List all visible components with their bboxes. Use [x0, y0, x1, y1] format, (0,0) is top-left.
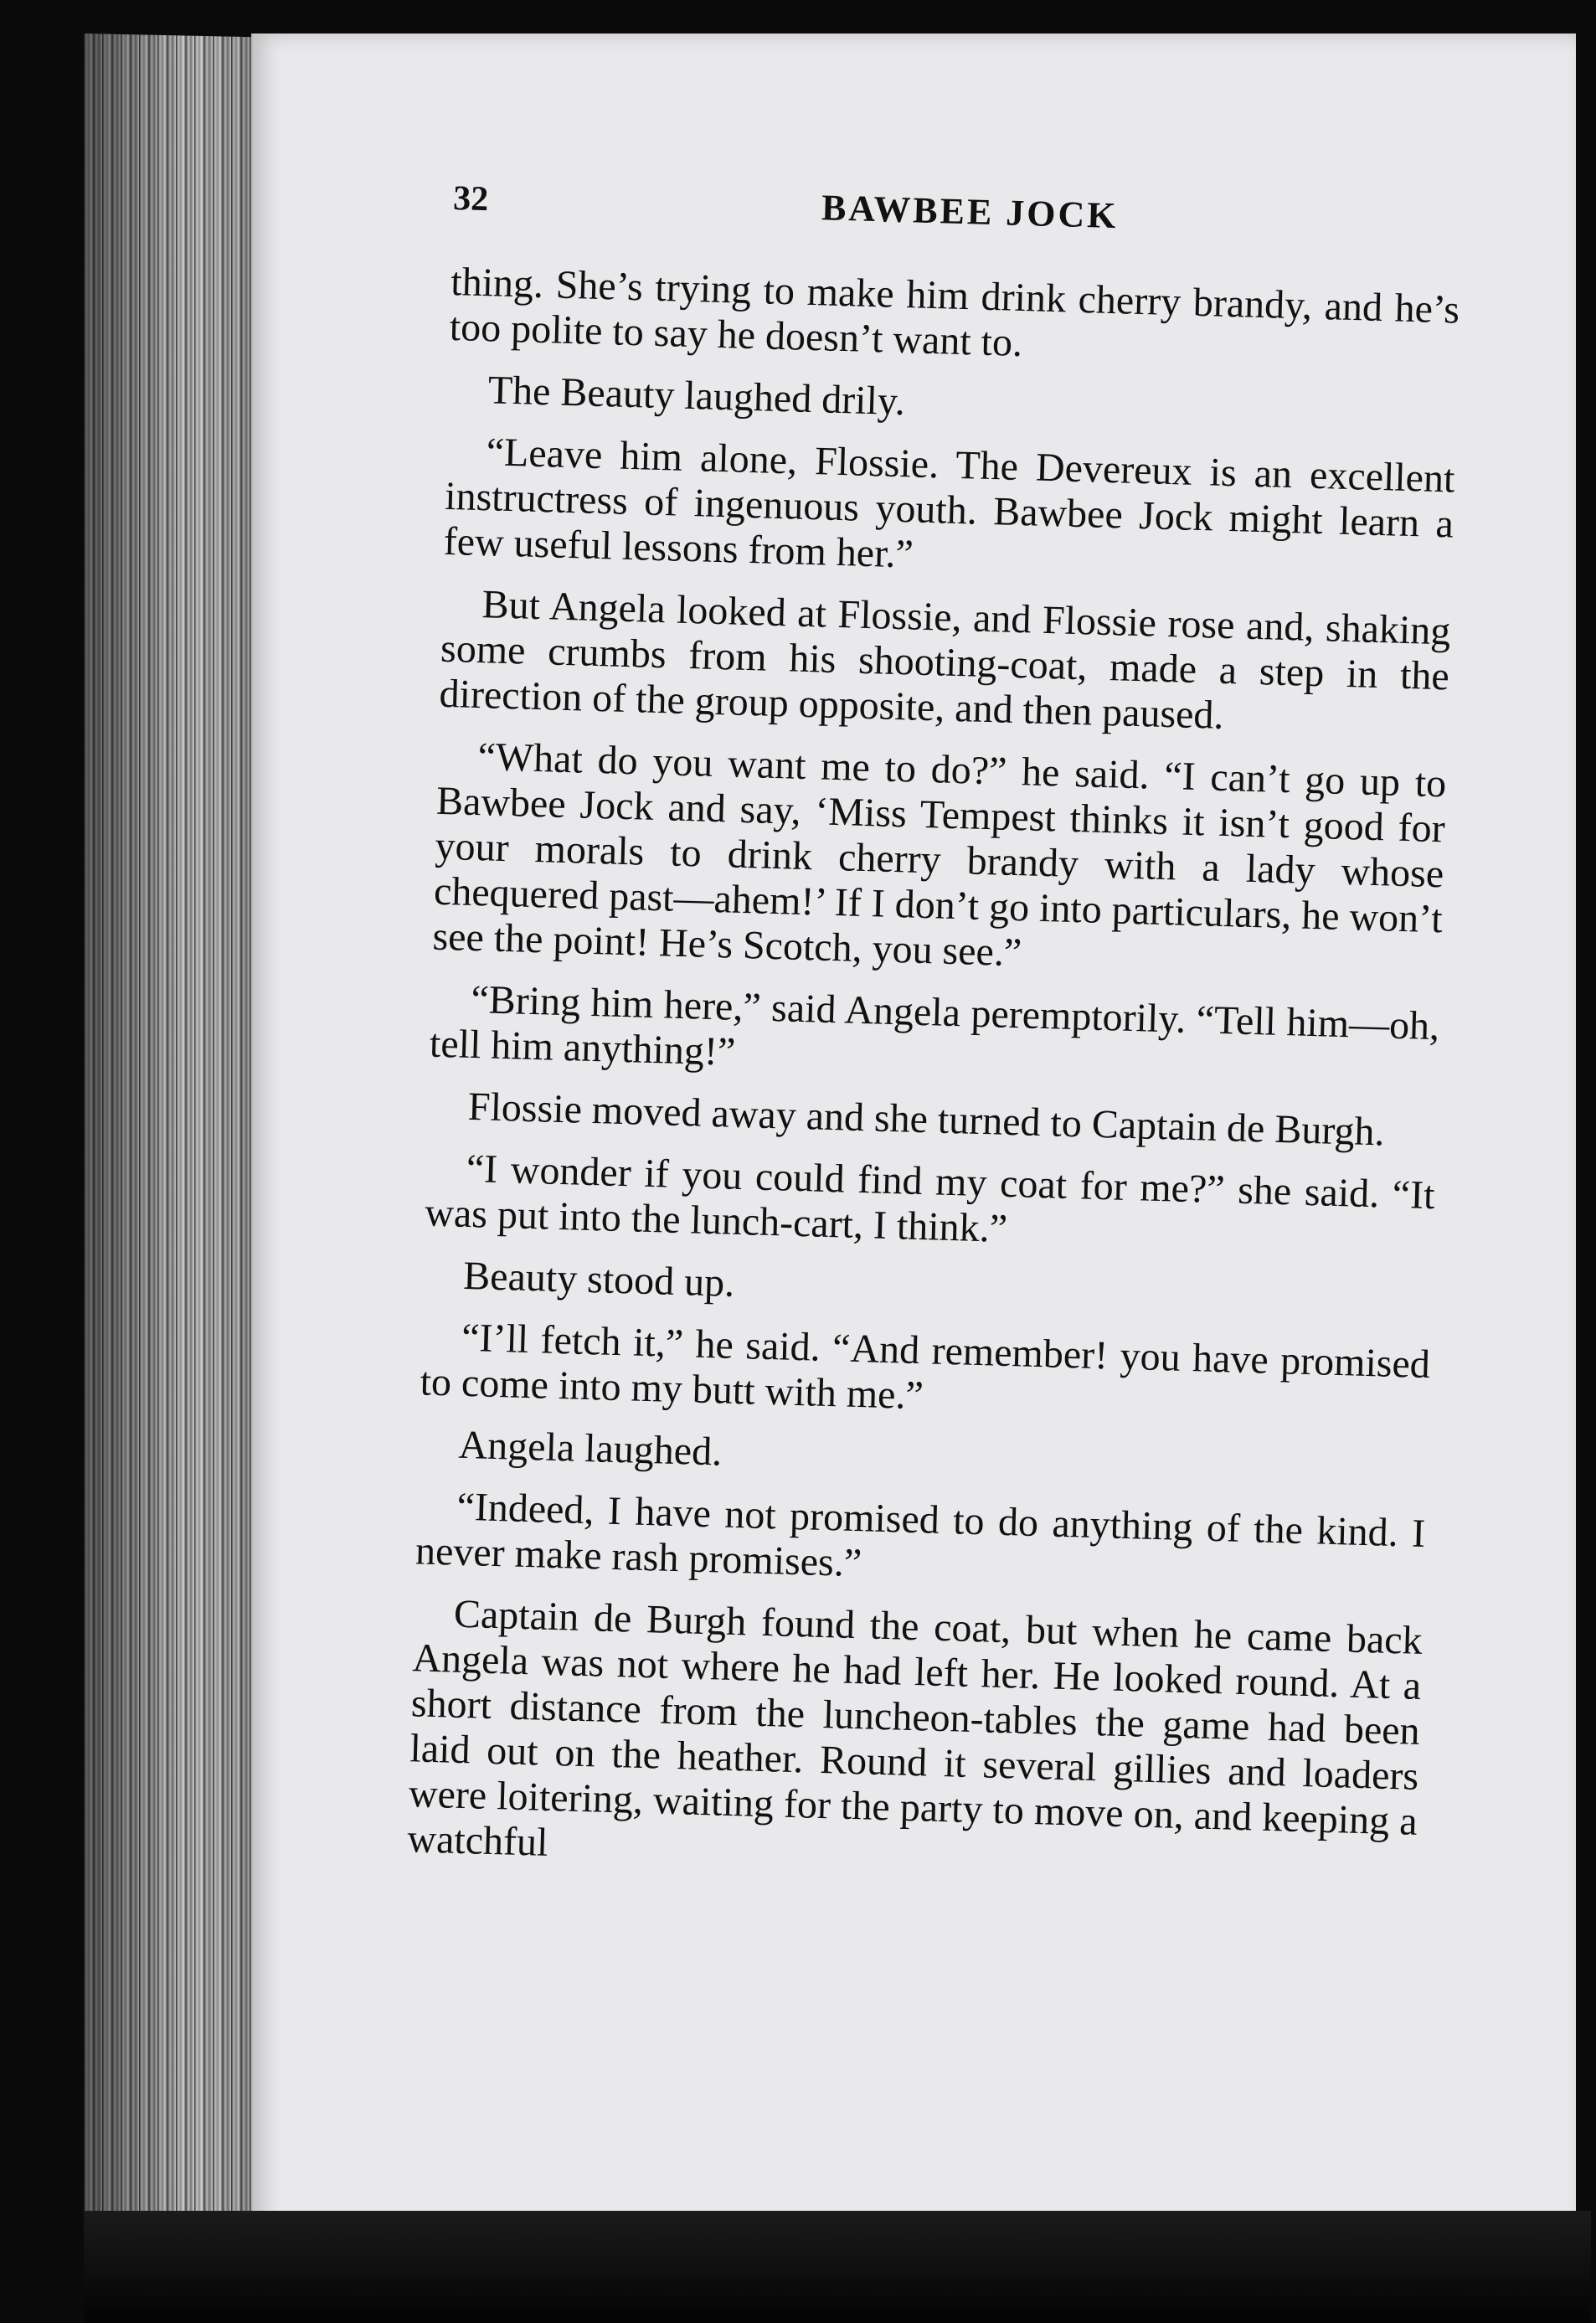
paragraph: Captain de Burgh found the coat, but when he came back Angela was not where he had left her. He looked round. At a short distance from the luncheon-tables the game had been laid out on the heather. Round it several gillies and loaders were loitering, waiting for the party to move on, and keeping a watchful [406, 1591, 1424, 1865]
paragraph: Beauty stood up. [462, 1253, 735, 1306]
scan-bottom-shadow [84, 2211, 1591, 2323]
paragraph: “Indeed, I have not promised to do anything of the kind. I never make rash promises.” [414, 1484, 1426, 1586]
paragraph: thing. She’s trying to make him drink cherry brandy, and he’s too polite to say he doesn’t want to. [449, 259, 1460, 366]
page-number: 32 [452, 178, 489, 219]
paragraph: “What do you want me to do?” he said. “I can’t go up to Bawbee Jock and say, ‘Miss Tempest thinks it isn’t good for your morals to drink cherry brandy with a lady whose chequered past—ahem!’ If I don’t go into particulars, he won’t see the point! He’s Scotch, you see.” [431, 734, 1447, 976]
paragraph: “I wonder if you could find my coat for me?” she said. “It was put into the lunch-cart, I think.” [424, 1146, 1436, 1251]
paragraph: The Beauty laughed drily. [487, 368, 906, 425]
body-text [407, 260, 1460, 1890]
paragraph: “Bring him here,” said Angela peremptorily. “Tell him—oh, tell him anything!” [429, 976, 1440, 1074]
paragraph: Angela laughed. [457, 1422, 723, 1475]
book-page [251, 33, 1576, 2261]
paragraph: But Angela looked at Flossie, and Flossie rose and, shaking some crumbs from his shooting-coat, made a step in the direction of the group opposite, and then paused. [438, 582, 1452, 738]
paragraph: “I’ll fetch it,” he said. “And remember! you have promised to come into my butt with me.” [420, 1315, 1431, 1419]
page-edges-shadow [84, 33, 264, 2248]
page-text-block [406, 176, 1462, 1907]
paragraph: Flossie moved away and she turned to Captain de Burgh. [467, 1084, 1386, 1155]
running-head: BAWBEE JOCK [821, 187, 1120, 237]
paragraph: “Leave him alone, Flossie. The Devereux is an excellent instructress of ingenuous youth. Bawbee Jock might learn a few useful lessons from her.” [443, 430, 1456, 577]
